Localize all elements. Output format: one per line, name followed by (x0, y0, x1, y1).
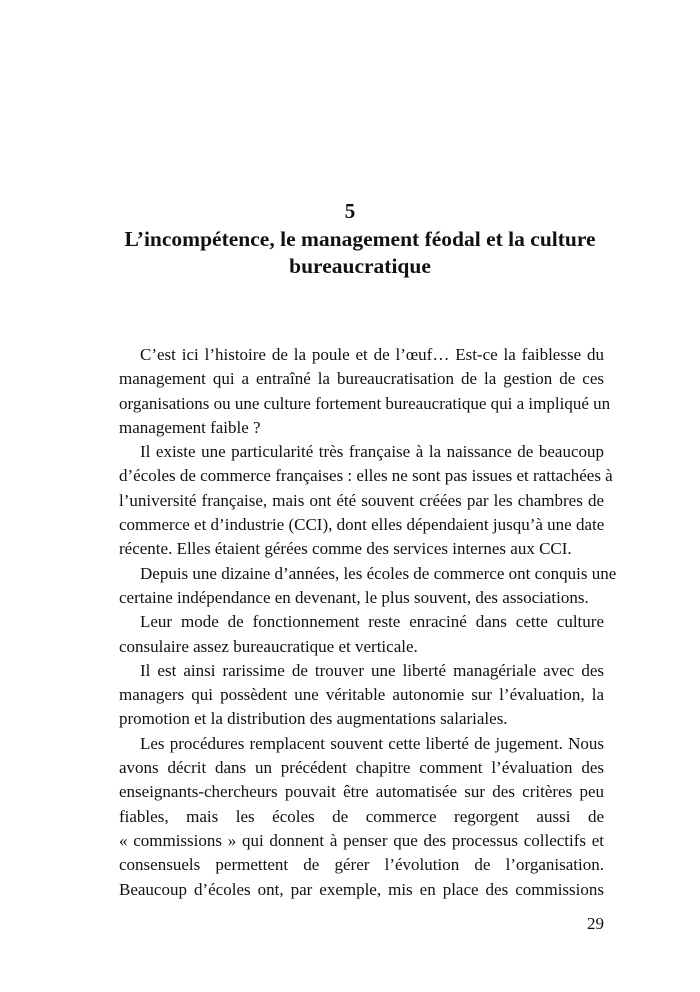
text-line: Depuis une dizaine d’années, les écoles de commerce ont conquis une (140, 563, 617, 583)
text-line: managers qui possèdent une véritable autonomie sur l’évaluation, la (119, 685, 604, 705)
text-line: Il existe une particularité très française à la naissance de beaucoup (140, 442, 604, 462)
text-line: fiables, mais les écoles de commerce regorgent aussi de (119, 806, 604, 826)
text-line: l’université française, mais ont été souvent créées par les chambres de (119, 490, 604, 510)
text-line: récente. Elles étaient gérées comme des services internes aux CCI. (119, 539, 572, 559)
text-line: promotion et la distribution des augmentations salariales. (119, 709, 508, 729)
chapter-title-line: bureaucratique (289, 254, 431, 278)
text-line: enseignants-chercheurs pouvait être automatisée sur des critères peu (119, 782, 604, 802)
text-line: management faible ? (119, 417, 261, 437)
text-line: organisations ou une culture fortement bureaucratique qui a impliqué un (119, 393, 611, 413)
chapter-title (100, 226, 620, 280)
chapter-title-line: L’incompétence, le management féodal et la culture (124, 227, 596, 251)
text-line: Leur mode de fonctionnement reste enraciné dans cette culture (140, 612, 604, 632)
body-text (119, 343, 617, 902)
text-line: Les procédures remplacent souvent cette liberté de jugement. Nous (140, 733, 604, 753)
text-line: management qui a entraîné la bureaucratisation de la gestion de ces (119, 369, 604, 389)
text-line: C’est ici l’histoire de la poule et de l’œuf… Est-ce la faiblesse du (140, 345, 604, 364)
text-line: Beaucoup d’écoles ont, par exemple, mis en place des commissions (119, 879, 604, 899)
text-line: consulaire assez bureaucratique et verticale. (119, 636, 418, 656)
text-line: consensuels permettent de gérer l’évolution de l’organisation. (119, 855, 604, 875)
text-line: avons décrit dans un précédent chapitre comment l’évaluation des (119, 758, 604, 778)
text-line: certaine indépendance en devenant, le plus souvent, des associations. (119, 587, 589, 607)
page-number: 29 (587, 914, 604, 933)
text-line: commerce et d’industrie (CCI), dont elles dépendaient jusqu’à une date (119, 515, 605, 535)
chapter-number: 5 (344, 199, 356, 223)
text-line: « commissions » qui donnent à penser que des processus collectifs et (119, 830, 604, 850)
text-line: d’écoles de commerce françaises : elles ne sont pas issues et rattachées à (119, 466, 613, 486)
text-line: Il est ainsi rarissime de trouver une liberté managériale avec des (140, 660, 604, 680)
